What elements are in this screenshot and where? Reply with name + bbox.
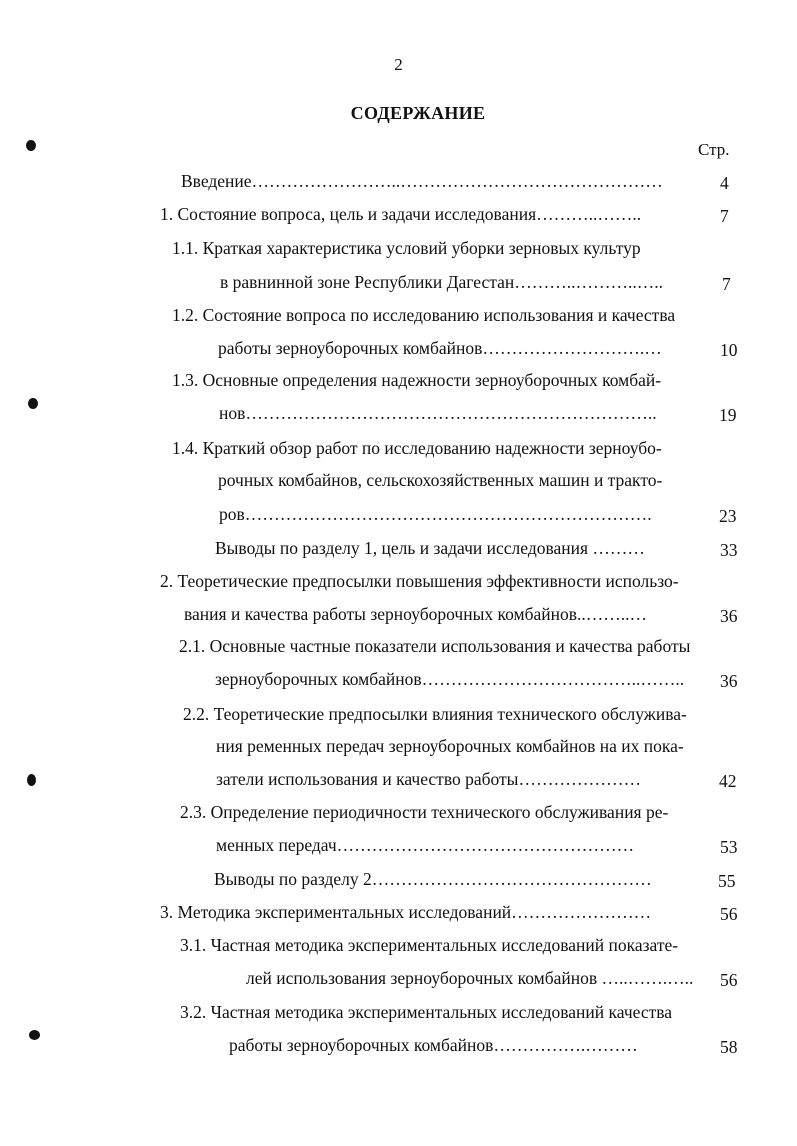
toc-page-2: 36 — [720, 606, 738, 626]
toc-entry-conclusions-1: Выводы по разделу 1, цель и задачи исследования ……… — [215, 538, 645, 558]
toc-entry-1-3-line2: нов…………………………………………………………….. — [219, 403, 657, 423]
toc-page-2-1: 36 — [720, 671, 738, 691]
toc-entry-2-1-line2: зерноуборочных комбайнов………………………………..…….. — [215, 669, 685, 689]
toc-entry-3: 3. Методика экспериментальных исследований…………………… — [160, 902, 652, 922]
toc-page-1-4: 23 — [719, 506, 737, 526]
toc-entry-3-2-line1: 3.2. Частная методика экспериментальных исследований качества — [180, 1002, 673, 1022]
toc-page-conclusions-2: 55 — [718, 871, 736, 891]
toc-entry-2-1-line1: 2.1. Основные частные показатели использования и качества работы — [179, 636, 691, 656]
toc-entry-2-line2: вания и качества работы зерноуборочных комбайнов..……..… — [184, 604, 647, 624]
toc-page-intro: 4 — [720, 173, 729, 193]
toc-entry-3-1-line2: лей использования зерноуборочных комбайнов …..…….….. — [246, 968, 694, 988]
toc-page-conclusions-1: 33 — [720, 540, 738, 560]
toc-entry-1-1-line1: 1.1. Краткая характеристика условий уборки зерновых культур — [172, 238, 641, 258]
toc-entry-1-2-line1: 1.2. Состояние вопроса по исследованию использования и качества — [172, 305, 676, 325]
toc-entry-2-2-line1: 2.2. Теоретические предпосылки влияния технического обслужива- — [183, 704, 687, 724]
toc-page-2-3: 53 — [720, 837, 738, 857]
page-number: 2 — [394, 55, 403, 74]
toc-entry-1-4-line1: 1.4. Краткий обзор работ по исследованию надежности зерноубо- — [172, 438, 662, 458]
toc-entry-2-3-line1: 2.3. Определение периодичности технического обслуживания ре- — [180, 802, 669, 822]
toc-entry-2-3-line2: менных передач…………………………………………… — [216, 835, 635, 855]
page-column-label: Стр. — [698, 140, 730, 159]
toc-entry-intro: Введение……………………..……………………………………… — [181, 171, 663, 191]
toc-entry-3-1-line1: 3.1. Частная методика экспериментальных исследований показате- — [180, 935, 679, 955]
toc-entry-1-1-line2: в равнинной зоне Республики Дагестан………..………..….. — [220, 272, 663, 292]
binder-hole-mark — [29, 1030, 40, 1040]
toc-entry-2-line1: 2. Теоретические предпосылки повышения эффективности использо- — [160, 571, 679, 591]
toc-entry-1-3-line1: 1.3. Основные определения надежности зерноуборочных комбай- — [172, 370, 662, 390]
toc-entry-1: 1. Состояние вопроса, цель и задачи исследования………..…….. — [160, 204, 642, 224]
toc-page-1-2: 10 — [720, 340, 738, 360]
toc-entry-2-2-line2: ния ременных передач зерноуборочных комбайнов на их пока- — [216, 736, 684, 756]
toc-page-1-1: 7 — [722, 274, 731, 294]
toc-page-1: 7 — [720, 206, 729, 226]
binder-hole-mark — [28, 398, 38, 409]
toc-entry-2-2-line3: затели использования и качество работы………………… — [216, 769, 641, 789]
toc-page-3-2: 58 — [720, 1037, 738, 1057]
binder-hole-mark — [27, 774, 36, 786]
toc-entry-1-4-line2: рочных комбайнов, сельскохозяйственных машин и тракто- — [218, 470, 663, 490]
toc-page-3: 56 — [720, 904, 738, 924]
toc-entry-conclusions-2: Выводы по разделу 2………………………………………… — [214, 869, 652, 889]
toc-page-3-1: 56 — [720, 970, 738, 990]
binder-hole-mark — [26, 140, 36, 151]
document-title: СОДЕРЖАНИЕ — [350, 103, 486, 123]
toc-entry-3-2-line2: работы зерноуборочных комбайнов…………….……… — [229, 1035, 638, 1055]
toc-entry-1-4-line3: ров……………………………………………………………. — [219, 504, 652, 524]
toc-entry-1-2-line2: работы зерноуборочных комбайнов……………………….… — [218, 338, 662, 358]
toc-page-2-2: 42 — [719, 771, 737, 791]
toc-page-1-3: 19 — [719, 405, 737, 425]
